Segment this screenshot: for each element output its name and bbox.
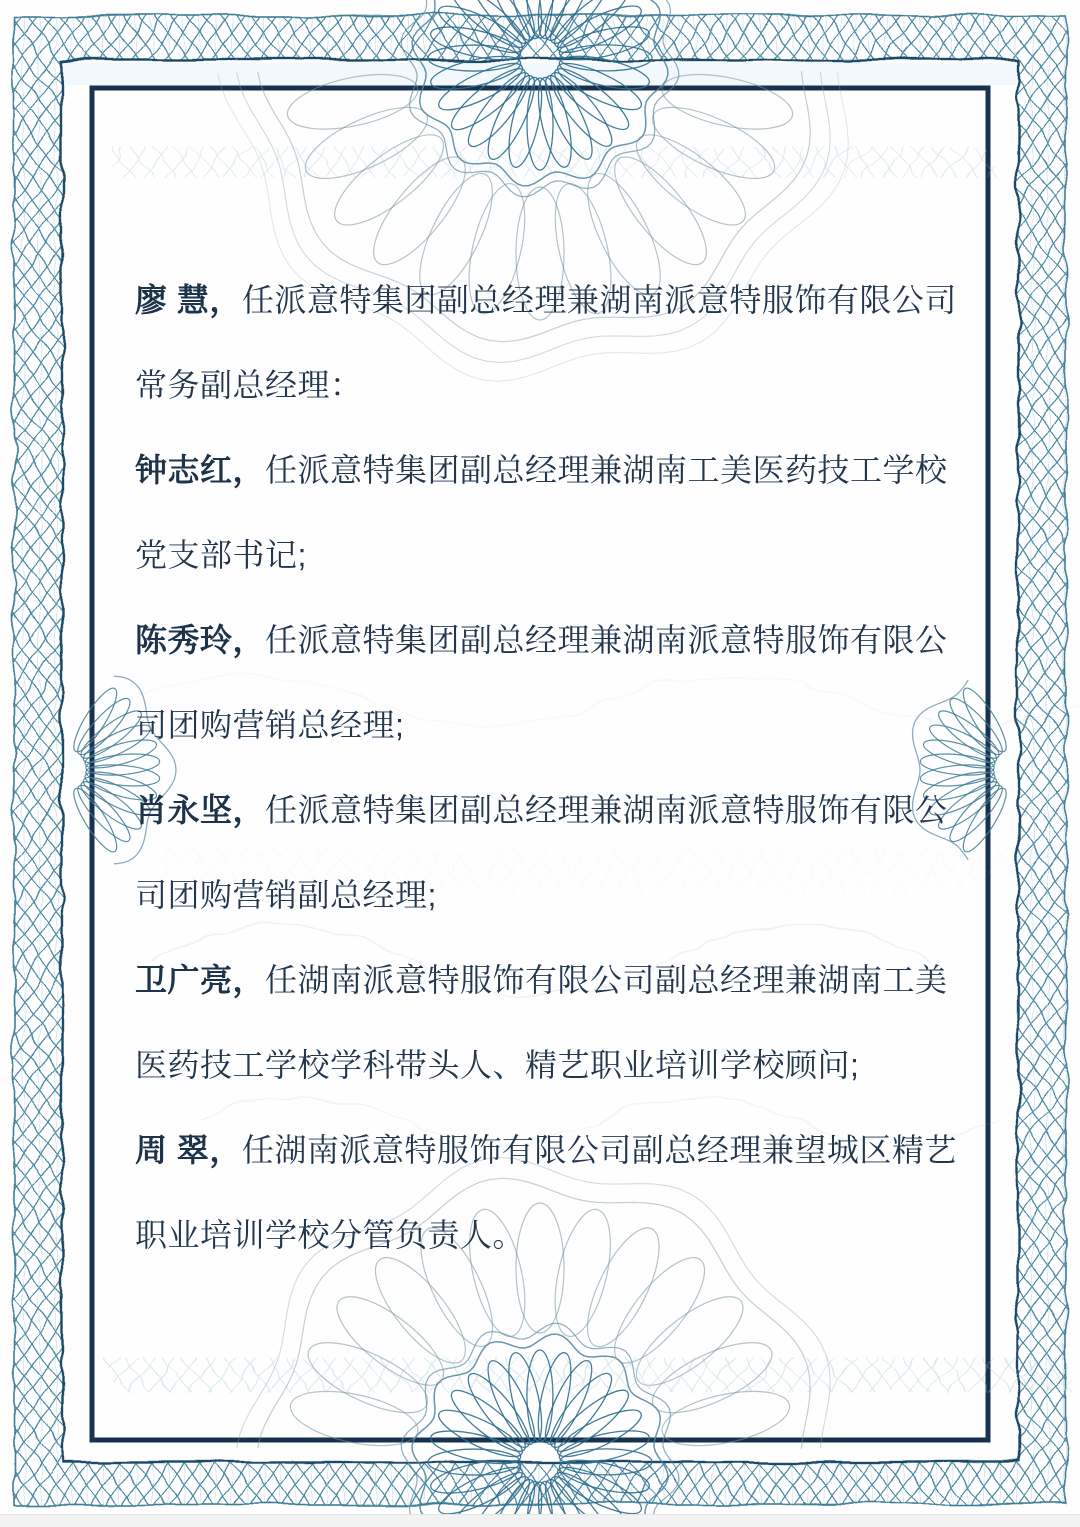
appointment-line: 任湖南派意特服饰有限公司副总经理兼湖南工美 xyxy=(265,962,948,998)
appointments-text xyxy=(135,258,1007,1278)
appointment-line: 任派意特集团副总经理兼湖南派意特服饰有限公 xyxy=(265,792,948,828)
person-name: 钟志红， xyxy=(135,452,266,488)
appointment-entry xyxy=(135,598,1007,768)
appointment-entry xyxy=(135,1108,1007,1278)
appointment-entry xyxy=(135,768,1007,938)
appointment-entry xyxy=(135,428,1007,598)
page-bottom-edge xyxy=(0,1514,1080,1527)
appointment-entry xyxy=(135,258,1007,428)
appointment-line: 司团购营销副总经理; xyxy=(135,877,437,913)
appointment-line: 任湖南派意特服饰有限公司副总经理兼望城区精艺 xyxy=(241,1132,957,1168)
appointment-entry xyxy=(135,938,1007,1108)
person-name: 卫广亮， xyxy=(135,962,266,998)
appointment-line: 职业培训学校分管负责人。 xyxy=(135,1217,526,1253)
appointment-line: 任派意特集团副总经理兼湖南工美医药技工学校 xyxy=(265,452,948,488)
person-name: 周 翠， xyxy=(135,1132,242,1168)
appointment-line: 任派意特集团副总经理兼湖南派意特服饰有限公司 xyxy=(241,282,957,318)
appointment-line: 党支部书记; xyxy=(135,537,307,573)
person-name: 廖 慧， xyxy=(135,282,242,318)
appointment-line: 常务副总经理： xyxy=(135,367,363,403)
person-name: 肖永坚， xyxy=(135,792,266,828)
appointment-line: 任派意特集团副总经理兼湖南派意特服饰有限公 xyxy=(265,622,948,658)
person-name: 陈秀玲， xyxy=(135,622,266,658)
appointment-line: 司团购营销总经理; xyxy=(135,707,405,743)
appointment-line: 医药技工学校学科带头人、精艺职业培训学校顾问; xyxy=(135,1047,860,1083)
